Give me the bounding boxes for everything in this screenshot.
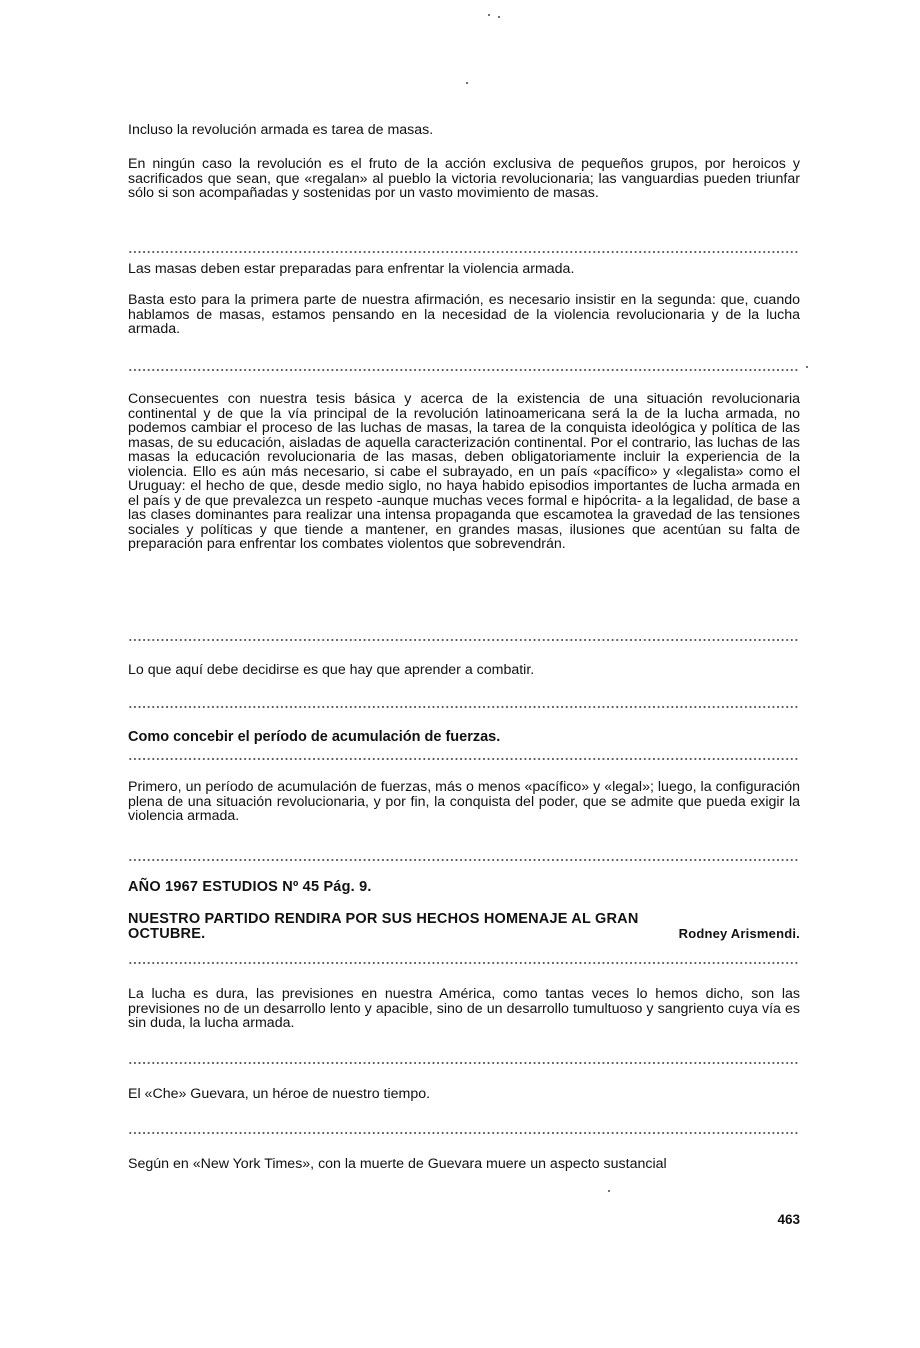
scan-speck bbox=[806, 366, 808, 368]
paragraph-learn-to-fight: Lo que aquí debe decidirse es que hay que aprender a combatir. bbox=[128, 662, 535, 678]
article-title bbox=[128, 912, 800, 941]
source-citation: AÑO 1967 ESTUDIOS Nº 45 Pág. 9. bbox=[128, 879, 372, 895]
dotted-separator bbox=[128, 960, 800, 966]
scan-speck bbox=[608, 1190, 610, 1192]
article-title-text: NUESTRO PARTIDO RENDIRA POR SUS HECHOS HOMENAJE AL GRAN OCTUBRE. bbox=[128, 911, 639, 942]
scan-speck bbox=[498, 16, 500, 18]
paragraph-accumulation-period: Primero, un período de acumulación de fuerzas, más o menos «pacífico» y «legal»; luego, la configuración plena de una situación revolucionaria, y por fin, la conquista del poder, que se admite que pueda exigir la violencia armada. bbox=[128, 779, 800, 824]
dotted-separator bbox=[128, 1130, 800, 1136]
document-page bbox=[128, 0, 800, 1348]
scan-speck bbox=[466, 82, 468, 84]
dotted-separator bbox=[128, 704, 800, 710]
dotted-separator bbox=[128, 249, 800, 255]
dotted-separator bbox=[128, 1060, 800, 1066]
dotted-separator bbox=[128, 367, 800, 373]
paragraph-vanguards: En ningún caso la revolución es el fruto de la acción exclusiva de pequeños grupos, por heroicos y sacrificados que sean, que «regalan» al pueblo la victoria revolucionaria; las vanguardias pueden triunfar sólo si son acompañadas y sostenidas por un vasto movimiento de masas. bbox=[128, 156, 800, 201]
article-author: Rodney Arismendi. bbox=[678, 926, 800, 941]
paragraph-masses-armed-revolution: Incluso la revolución armada es tarea de masas. bbox=[128, 122, 434, 138]
paragraph-hard-struggle: La lucha es dura, las previsiones en nuestra América, como tantas veces lo hemos dicho, son las previsiones no de un desarrollo lento y apacible, sino de un desarrollo tumultuoso y sangriento cuya vía es sin duda, la lucha armada. bbox=[128, 986, 800, 1031]
paragraph-second-part: Basta esto para la primera parte de nuestra afirmación, es necesario insistir en la segunda: que, cuando hablamos de masas, estamos pensando en la necesidad de la violencia revolucionaria y de la lucha armada. bbox=[128, 292, 800, 337]
scan-speck bbox=[488, 14, 490, 16]
page-number: 463 bbox=[777, 1212, 800, 1227]
paragraph-masses-prepared: Las masas deben estar preparadas para enfrentar la violencia armada. bbox=[128, 261, 575, 277]
paragraph-new-york-times: Según en «New York Times», con la muerte de Guevara muere un aspecto sustancial bbox=[128, 1156, 667, 1172]
dotted-separator bbox=[128, 637, 800, 643]
paragraph-consecuentes: Consecuentes con nuestra tesis básica y acerca de la existencia de una situación revolucionaria continental y de que la vía principal de la revolución latinoamericana será la de la lucha armada, no podemos cambiar el proceso de las luchas de masas, la tarea de la conquista ideológica y política de las masas, de su educación, aisladas de aquella caracterización continental. Por el contrario, las luchas de las masas la educación revolucionaria de las masas, deben obligatoriamente incluir la experiencia de la violencia. Ello es aún más necesario, si cabe el subrayado, en un país «pacífico» y «legalista» como el Uruguay: el hecho de que, desde medio siglo, no haya habido episodios importantes de lucha armada en el país y de que prevalezca un respeto -aunque muchas veces formal e hipócrita- a la legalidad, de base a las clases dominantes para realizar una intensa propaganda que escamotea la gravedad de las tensiones sociales y políticas y que tiende a mantener, en grandes masas, ilusiones que acentúan su falta de preparación para enfrentar los combates violentos que sobrevendrán. bbox=[128, 391, 800, 552]
dotted-separator bbox=[128, 857, 800, 863]
paragraph-che-guevara: El «Che» Guevara, un héroe de nuestro tiempo. bbox=[128, 1086, 431, 1102]
section-heading-accumulation: Como concebir el período de acumulación de fuerzas. bbox=[128, 729, 501, 745]
dotted-separator bbox=[128, 756, 800, 762]
